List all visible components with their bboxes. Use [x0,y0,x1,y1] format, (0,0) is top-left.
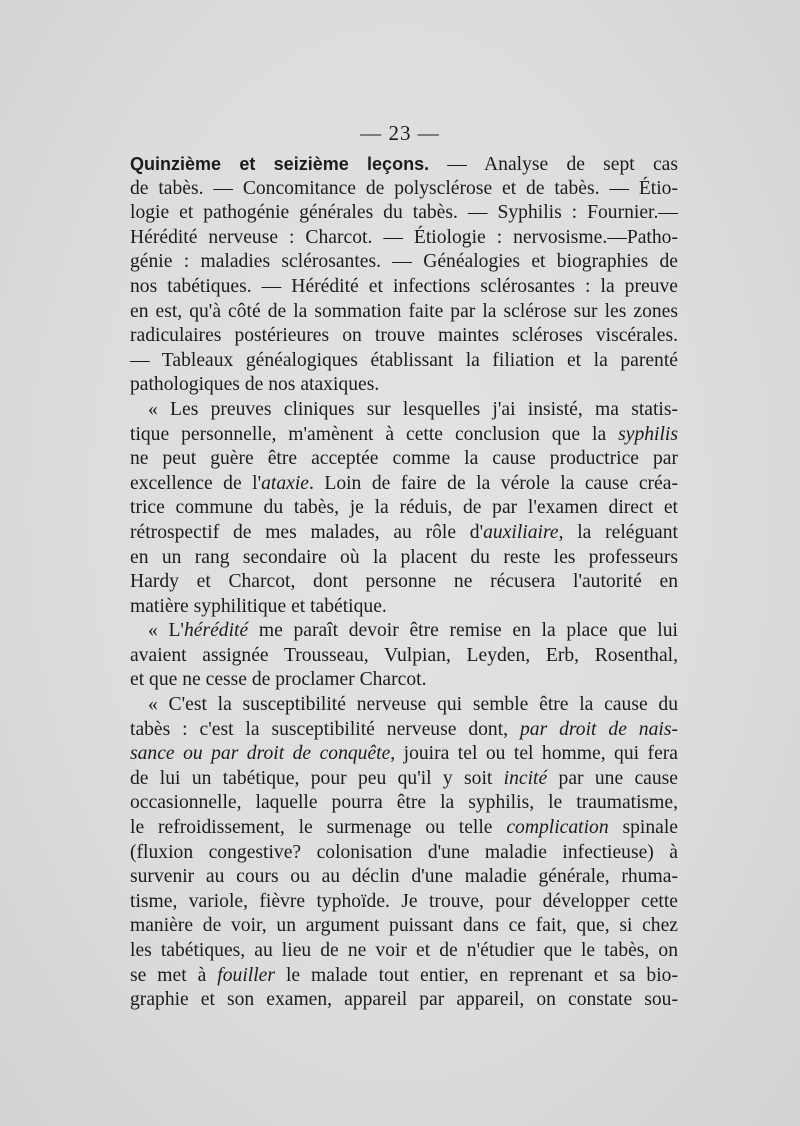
text-span: , la reléguant [558,521,678,543]
text-span: manière de voir, un argument puissant dans ce fait, que, si chez [130,915,678,937]
text-line [130,644,678,669]
text-line [130,398,678,423]
text-line [130,693,678,718]
text-span: « C'est la susceptibilité nerveuse qui semble être la cause du [148,694,678,716]
text-span: de lui un tabétique, pour peu qu'il y soit [130,767,504,789]
text-span: ne peut guère être acceptée comme la cause productrice par [130,448,678,470]
text-span: Hardy et Charcot, dont personne ne récusera l'autorité en [130,571,678,593]
italic-span: complication [506,817,609,839]
text-span: survenir au cours ou au déclin d'une maladie générale, rhuma- [130,866,678,888]
text-span: avaient assignée Trousseau, Vulpian, Leyden, Erb, Rosenthal, [130,644,678,666]
italic-span: sance ou par droit de conquête [130,743,391,765]
text-span: « Les preuves cliniques sur lesquelles j'ai insisté, ma statis- [148,398,678,420]
italic-span: ataxie [261,472,309,494]
text-line [130,496,678,521]
text-line [130,988,678,1013]
text-line [130,718,678,743]
text-line [130,619,678,644]
text-span: spinale [608,817,679,839]
text-line [130,201,678,226]
text-span: (fluxion congestive? colonisation d'une maladie infectieuse) à [130,841,678,863]
text-line [130,964,678,989]
text-span: , jouira tel ou tel homme, qui fera [390,743,678,765]
italic-span: fouiller [217,964,275,986]
text-span: logie et pathogénie générales du tabès. — Syphilis : Fournier.— [130,202,678,224]
text-span: occasionnelle, laquelle pourra être la syphilis, le traumatisme, [130,792,678,814]
text-span: radiculaires postérieures on trouve maintes scléroses viscérales. [130,325,678,347]
page-number: — 23 — [360,121,440,145]
text-span: matière syphilitique et tabétique. [130,595,387,617]
italic-span: hérédité [183,620,249,642]
text-line [130,324,678,349]
text-line [130,546,678,571]
text-span: les tabétiques, au lieu de ne voir et de n'étudier que le tabès, on [130,940,678,961]
text-line [130,791,678,816]
text-line [130,250,678,275]
text-line [130,841,678,866]
text-span: en est, qu'à côté de la sommation faite par la sclérose sur les zones [130,300,678,322]
text-line [130,349,678,374]
text-line [130,767,678,792]
italic-span: auxiliaire [483,521,559,543]
text-span: tabès : c'est la susceptibilité nerveuse dont, [130,718,520,740]
text-line [130,865,678,890]
text-line [130,373,678,398]
text-line [130,816,678,841]
text-span: le malade tout entier, en reprenant et sa bio- [274,964,678,986]
text-span: . Loin de faire de la vérole la cause créa- [308,472,678,494]
text-span: et que ne cesse de proclamer Charcot. [130,669,427,691]
italic-span: par droit de nais- [519,718,678,740]
text-span: — Analyse de sept cas [429,154,678,175]
text-span: rétrospectif de mes malades, au rôle d' [130,521,484,543]
text-span: Hérédité nerveuse : Charcot. — Étiologie : nervosisme.—Patho- [130,226,678,248]
text-line [130,300,678,325]
text-span: excellence de l' [130,472,262,494]
text-line [130,668,678,693]
text-span: trice commune du tabès, je la réduis, de par l'examen direct et [130,497,678,519]
text-line [130,521,678,546]
text-span: nos tabétiques. — Hérédité et infections sclérosantes : la preuve [130,275,678,297]
body-text [130,152,678,1013]
text-span: le refroidissement, le surmenage ou telle [130,817,507,839]
text-span: tisme, variole, fièvre typhoïde. Je trouve, pour développer cette [130,890,678,912]
text-line [130,423,678,448]
text-line [130,226,678,251]
text-line [130,177,678,202]
text-line [130,152,678,177]
lesson-heading: Quinzième et seizième leçons. [130,154,430,174]
text-line [130,890,678,915]
text-span: tique personnelle, m'amènent à cette conclusion que la [130,423,619,445]
text-line [130,447,678,472]
text-span: graphie et son examen, appareil par appareil, on constate sou- [130,989,678,1011]
text-span: génie : maladies sclérosantes. — Généalogies et biographies de [130,251,678,273]
text-line [130,595,678,620]
text-span: — Tableaux généalogiques établissant la filiation et la parenté [130,349,678,371]
text-span: de tabès. — Concomitance de polysclérose et de tabès. — Étio- [130,177,678,199]
text-line [130,570,678,595]
text-line [130,275,678,300]
text-span: par une cause [547,767,678,789]
text-span: se met à [130,964,218,986]
text-line [130,472,678,497]
italic-span: syphilis [618,423,678,445]
text-span: en un rang secondaire où la placent du reste les professeurs [130,546,678,568]
text-span: pathologiques de nos ataxiques. [130,374,380,396]
text-span: « L' [148,620,184,642]
text-line [130,939,678,964]
text-line [130,914,678,939]
text-line [130,742,678,767]
text-span: me paraît devoir être remise en la place que lui [248,620,678,642]
italic-span: incité [503,767,548,789]
